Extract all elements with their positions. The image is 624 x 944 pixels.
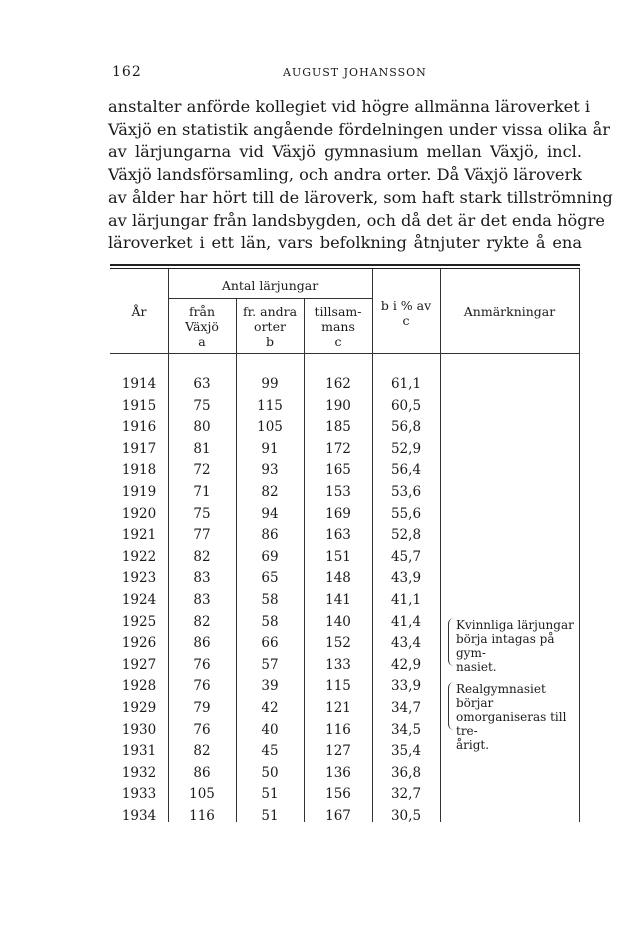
percent-cell: 53,6 — [390, 484, 422, 500]
header-col-notes: Anmärkningar — [463, 304, 556, 319]
from-vaxjo-cell: 83 — [193, 592, 211, 608]
from-vaxjo-cell: 86 — [193, 635, 211, 652]
other-places-cell: 45 — [261, 743, 279, 760]
year-cell: 1933 — [121, 786, 157, 803]
year-cell: 1922 — [121, 548, 157, 565]
other-places-cell: 69 — [261, 548, 279, 565]
header-col-c: tillsam- mans c — [314, 304, 362, 349]
percent-cell: 42,9 — [390, 656, 422, 673]
from-vaxjo-cell: 116 — [189, 808, 215, 824]
from-vaxjo-cell: 82 — [193, 613, 211, 630]
from-vaxjo-cell: 76 — [193, 678, 211, 695]
total-cell: 136 — [325, 764, 351, 781]
other-places-cell: 105 — [257, 419, 283, 436]
year-cell: 1926 — [121, 635, 157, 652]
year-cell: 1916 — [121, 419, 157, 436]
year-cell: 1915 — [121, 397, 157, 414]
percent-cell: 45,7 — [390, 548, 422, 565]
percent-cell: 36,8 — [390, 764, 422, 781]
total-cell: 156 — [325, 786, 351, 803]
text-line: av lärjungarna vid Växjö gymnasium mellan Växjö, incl. — [108, 142, 582, 162]
other-places-cell: 57 — [261, 656, 279, 673]
percent-cell: 35,4 — [390, 743, 422, 760]
text-line: läroverket i ett län, vars befolkning åtnjuter rykte å ena — [108, 233, 582, 253]
year-cell: 1925 — [121, 613, 157, 630]
percent-cell: 41,1 — [390, 592, 422, 608]
percent-cell: 52,8 — [390, 527, 422, 544]
year-cell: 1914 — [121, 376, 157, 392]
from-vaxjo-cell: 105 — [189, 786, 215, 803]
from-vaxjo-cell: 82 — [193, 743, 211, 760]
text-line: Växjö landsförsamling, och andra orter. Då Växjö läroverk — [108, 165, 582, 185]
from-vaxjo-cell: 77 — [193, 527, 211, 544]
percent-cell: 56,4 — [390, 462, 422, 479]
other-places-cell: 86 — [261, 527, 279, 544]
other-places-cell: 99 — [261, 376, 279, 392]
percent-cell: 61,1 — [390, 376, 422, 392]
other-places-cell: 42 — [261, 700, 279, 716]
total-cell: 141 — [325, 592, 351, 608]
other-places-cell: 39 — [261, 678, 279, 695]
from-vaxjo-cell: 63 — [193, 376, 211, 392]
header-bottom-rule — [110, 353, 580, 354]
percent-cell: 34,5 — [390, 721, 422, 738]
total-cell: 153 — [325, 484, 351, 500]
year-cell: 1918 — [121, 462, 157, 479]
total-cell: 162 — [325, 376, 351, 392]
from-vaxjo-cell: 75 — [193, 397, 211, 414]
header-col-b: fr. andra orter b — [242, 304, 298, 349]
year-cell: 1924 — [121, 592, 157, 608]
from-vaxjo-cell: 79 — [193, 700, 211, 716]
year-cell: 1923 — [121, 570, 157, 587]
year-cell: 1930 — [121, 721, 157, 738]
total-cell: 127 — [325, 743, 351, 760]
total-cell: 190 — [325, 397, 351, 414]
body-paragraph — [108, 96, 613, 255]
col-divider — [372, 269, 373, 822]
total-cell: 152 — [325, 635, 351, 652]
col-divider — [168, 269, 169, 822]
total-cell: 163 — [325, 527, 351, 544]
table-top-rule — [110, 264, 580, 266]
running-title: AUGUST JOHANSSON — [283, 66, 427, 79]
percent-cell: 30,5 — [390, 808, 422, 824]
col-divider — [440, 269, 441, 822]
header-col-a: från Växjö a — [185, 304, 219, 349]
percent-cell: 41,4 — [390, 613, 422, 630]
other-places-cell: 58 — [261, 592, 279, 608]
from-vaxjo-cell: 81 — [193, 440, 211, 457]
from-vaxjo-cell: 86 — [193, 764, 211, 781]
percent-cell: 32,7 — [390, 786, 422, 803]
total-cell: 148 — [325, 570, 351, 587]
year-cell: 1929 — [121, 700, 157, 716]
year-cell: 1934 — [121, 808, 157, 824]
other-places-cell: 91 — [261, 440, 279, 457]
table-top-rule-thin — [110, 268, 580, 269]
year-cell: 1932 — [121, 764, 157, 781]
from-vaxjo-cell: 72 — [193, 462, 211, 479]
other-places-cell: 82 — [261, 484, 279, 500]
total-cell: 167 — [325, 808, 351, 824]
text-line: anstalter anförde kollegiet vid högre allmänna läroverket i — [108, 97, 591, 116]
other-places-cell: 58 — [261, 613, 279, 630]
from-vaxjo-cell: 83 — [193, 570, 211, 587]
percent-cell: 60,5 — [390, 397, 422, 414]
percent-cell: 33,9 — [390, 678, 422, 695]
text-line: Växjö en statistik angående fördelningen under vissa olika år — [108, 119, 610, 139]
note-reorganization: Realgymnasiet börjar omorganiseras till tre- årigt. — [456, 682, 567, 752]
percent-cell: 34,7 — [390, 700, 422, 716]
other-places-cell: 51 — [261, 808, 279, 824]
from-vaxjo-cell: 75 — [193, 505, 211, 522]
other-places-cell: 51 — [261, 786, 279, 803]
group-header-rule — [168, 298, 372, 299]
text-line: av ålder har hört till de läroverk, som haft stark tillströmning — [108, 187, 613, 207]
total-cell: 169 — [325, 505, 351, 522]
other-places-cell: 40 — [261, 721, 279, 738]
year-cell: 1917 — [121, 440, 157, 457]
header-group: Antal lärjungar — [221, 278, 319, 293]
from-vaxjo-cell: 80 — [193, 419, 211, 436]
header-col-pct: b i % av c — [380, 298, 432, 328]
year-cell: 1920 — [121, 505, 157, 522]
year-cell: 1919 — [121, 484, 157, 500]
percent-cell: 43,4 — [390, 635, 422, 652]
from-vaxjo-cell: 76 — [193, 721, 211, 738]
total-cell: 140 — [325, 613, 351, 630]
year-cell: 1928 — [121, 678, 157, 695]
total-cell: 151 — [325, 548, 351, 565]
percent-cell: 56,8 — [390, 419, 422, 436]
other-places-cell: 115 — [257, 397, 283, 414]
total-cell: 172 — [325, 440, 351, 457]
year-cell: 1927 — [121, 656, 157, 673]
other-places-cell: 94 — [261, 505, 279, 522]
other-places-cell: 93 — [261, 462, 279, 479]
header-year: År — [131, 304, 147, 319]
total-cell: 133 — [325, 656, 351, 673]
other-places-cell: 66 — [261, 635, 279, 652]
enrollment-table — [110, 264, 580, 822]
total-cell: 121 — [325, 700, 351, 716]
from-vaxjo-cell: 82 — [193, 548, 211, 565]
total-cell: 165 — [325, 462, 351, 479]
from-vaxjo-cell: 76 — [193, 656, 211, 673]
percent-cell: 52,9 — [390, 440, 422, 457]
from-vaxjo-cell: 71 — [193, 484, 211, 500]
percent-cell: 43,9 — [390, 570, 422, 587]
total-cell: 115 — [325, 678, 351, 695]
page-number: 162 — [112, 64, 142, 80]
total-cell: 185 — [325, 419, 351, 436]
year-cell: 1921 — [121, 527, 157, 544]
total-cell: 116 — [325, 721, 351, 738]
note-women-students: Kvinnliga lärjungar börja intagas på gym- nasiet. — [456, 618, 574, 674]
text-line: av lärjungar från landsbygden, och då det är det enda högre — [108, 210, 605, 230]
other-places-cell: 65 — [261, 570, 279, 587]
other-places-cell: 50 — [261, 764, 279, 781]
year-cell: 1931 — [121, 743, 157, 760]
percent-cell: 55,6 — [390, 505, 422, 522]
